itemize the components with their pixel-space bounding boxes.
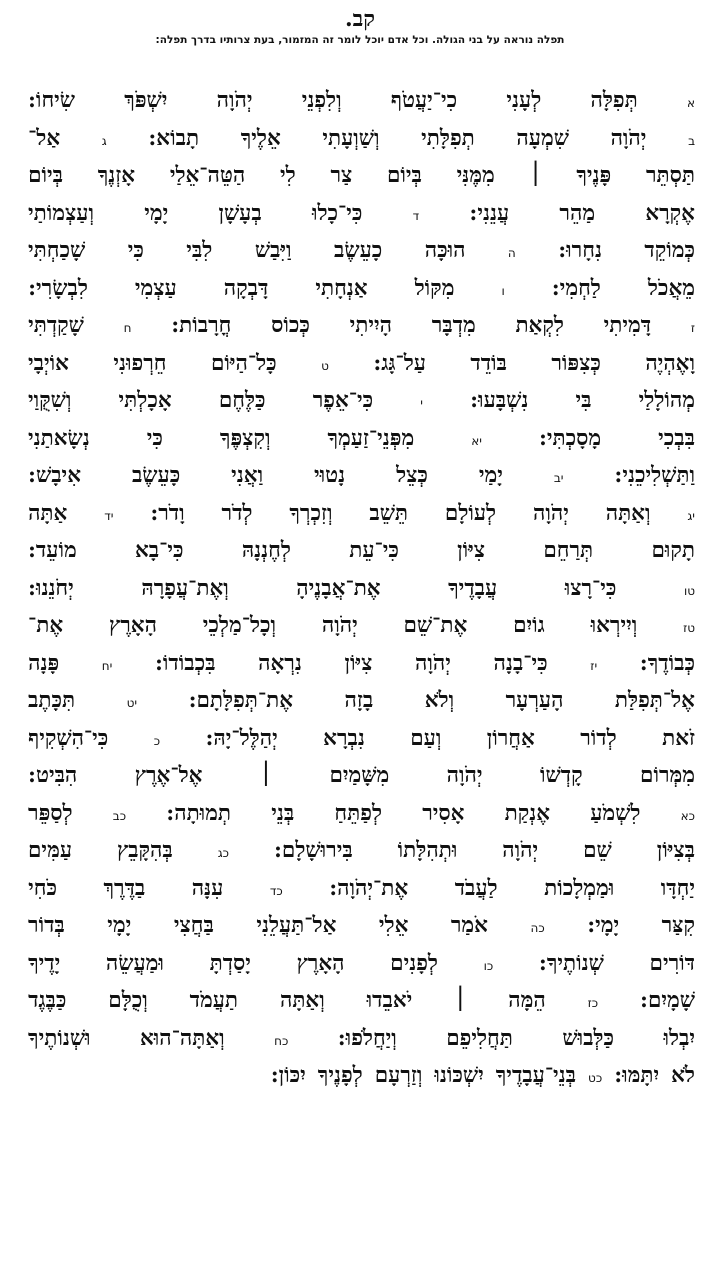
- text-word: תִּכָּתֶב: [28, 688, 76, 713]
- verse-number: כב: [112, 808, 127, 823]
- text-word: יָמָי: [107, 913, 132, 938]
- text-word: לִשְׁמֹעַ: [590, 800, 641, 826]
- text-word: וּתְהִלָּתוֹ: [397, 838, 458, 863]
- text-word: מִפְּנֵי־זַעַמְךָ: [327, 425, 415, 451]
- text-word: מִדְבָּר: [431, 313, 476, 338]
- text-word: כִּי: [127, 238, 144, 263]
- text-word: שְׁנוֹתֶיךָ:: [538, 950, 604, 976]
- text-word: הֵמָּה: [508, 988, 546, 1013]
- text-word: וְלִפְנֵי: [301, 88, 342, 113]
- text-word: מְהוֹלָלַי: [638, 388, 695, 413]
- text-word: אֶנְקַת: [504, 800, 551, 826]
- text-word: וְאַתָּה־הוּא: [139, 1025, 225, 1051]
- text-word: לְדֹר: [221, 500, 253, 526]
- text-word: יְחֹנֵנוּ:: [28, 575, 74, 601]
- text-word: יָסַדְתָּ: [209, 950, 251, 976]
- text-word: שֵׁם: [583, 838, 612, 863]
- chapter-superscription: תפלה נוראה על בני הגולה. וכל אדם יוכל לומר זה המזמור, בעת צרותיו בדרך תפלה:: [155, 34, 565, 46]
- text-word: אֵלֶיךָ: [240, 125, 281, 151]
- text-word: יְהֹוָה: [532, 500, 569, 526]
- text-word: פָּנָה: [28, 650, 60, 676]
- text-word: וּמַעֲשֵׂה: [105, 950, 164, 976]
- text-word: בִּי: [575, 388, 592, 413]
- text-word: בִּבְכִי: [658, 425, 695, 451]
- text-word: לִקְאַת: [515, 313, 564, 338]
- text-word: יְהֹוָה: [446, 763, 483, 788]
- text-word: וַאֲנִי: [231, 463, 264, 488]
- text-word: וְשִׁקֻּוַי: [28, 388, 72, 413]
- text-word: וְקִצְפֶּךָ: [219, 425, 271, 451]
- text-word: כִּי: [146, 425, 163, 451]
- verse-number: כא: [680, 808, 695, 823]
- text-word: וְלֹא: [424, 688, 455, 713]
- text-word: בִּירוּשָׁלָם:: [274, 838, 353, 863]
- text-word: אֹמַר: [450, 913, 488, 938]
- text-line: [0, 307, 720, 345]
- text-line: [0, 607, 720, 645]
- text-word: לִבְשָׂרִי:: [28, 275, 88, 301]
- text-word: יִשְׁכּוֹנוּ: [434, 1063, 484, 1088]
- text-word: שָׁקַדְתִּי: [28, 313, 84, 338]
- text-line: [0, 120, 720, 158]
- verse-number: כג: [217, 846, 230, 860]
- text-word: כַּלְּבוּשׁ: [562, 1025, 614, 1051]
- text-word: תָבוֹא:: [148, 125, 200, 151]
- text-word: בָזָה: [344, 688, 374, 713]
- text-word: וָאֶהְיֶה: [645, 350, 695, 376]
- text-line: [0, 832, 720, 870]
- text-line: [0, 420, 720, 458]
- verse-number: ט: [321, 358, 329, 373]
- text-word: מִקּוֹל: [414, 275, 455, 301]
- text-word: כָעֵשֶׂב: [334, 238, 383, 263]
- text-word: תַּסְתֵּר: [645, 163, 695, 188]
- text-word: נִבְרָא: [323, 725, 365, 751]
- verse-number: י: [420, 396, 423, 410]
- text-word: יָמַי: [478, 463, 503, 488]
- text-word: יְהֹוָה: [321, 613, 358, 638]
- text-word: זֹאת: [662, 725, 695, 751]
- text-word: כְּכוֹס: [271, 313, 310, 338]
- text-word: כִּי־בָנָה: [493, 650, 548, 676]
- text-word: דּוֹרִים: [649, 950, 695, 976]
- text-word: אַתָּה: [28, 500, 68, 526]
- text-word: וְאַתָּה: [279, 988, 325, 1013]
- text-word: בְּהִקָּבֵץ: [116, 838, 173, 863]
- verse-number: יד: [104, 508, 114, 523]
- text-word: כִּי־בָא: [134, 538, 184, 563]
- text-word: יְהֹוָה: [216, 88, 253, 113]
- text-word: חֵרְפוּנִי: [113, 350, 167, 376]
- verse-number: כד: [269, 883, 283, 898]
- text-word: תַּחֲלִיפֵם: [446, 1025, 513, 1051]
- text-word: תַעֲמֹד: [189, 988, 239, 1013]
- text-word: בְּצִיּוֹן: [656, 838, 695, 863]
- text-word: אֶל־אֶרֶץ: [134, 763, 203, 788]
- verse-number: ז: [690, 321, 695, 335]
- text-line: [0, 495, 720, 533]
- text-word: לְעָנִי: [506, 88, 542, 113]
- text-word: גוֹיִם: [513, 613, 545, 638]
- text-word: כִּי־עֵת: [349, 538, 399, 563]
- text-word: וַתַּשְׁלִיכֵנִי:: [614, 463, 695, 488]
- text-word: עֲנֵנִי:: [469, 200, 510, 226]
- text-word: וְכֻלָּם: [108, 988, 148, 1013]
- text-word: פָּנֶיךָ: [576, 163, 612, 188]
- text-word: לַחְמִי:: [551, 275, 601, 301]
- text-word: כִּי־כָלוּ: [311, 200, 363, 226]
- verse-number: יח: [101, 658, 113, 673]
- text-word: אַל־: [28, 125, 61, 151]
- text-word: כְּמוֹקֵד: [644, 238, 695, 263]
- text-word: כַּבֶּגֶד: [28, 988, 67, 1013]
- text-line: [0, 1020, 720, 1058]
- text-word: עַמִּים: [28, 838, 72, 863]
- text-word: לְחֶנְנָהּ: [241, 538, 291, 563]
- text-word: אָזְנֶךָ: [97, 163, 136, 188]
- text-word: כִּי־רָצוּ: [564, 575, 617, 601]
- text-word: אַנְחָתִי: [315, 275, 368, 301]
- text-word: וְאֶת־עֲפָרָהּ: [141, 575, 229, 601]
- text-word: כִי־יַעֲטֹף: [390, 88, 458, 113]
- text-word: וְאַתָּה: [605, 500, 651, 526]
- text-word: ׀: [454, 988, 467, 1013]
- text-word: עֲבָדֶיךָ: [448, 575, 498, 601]
- text-word: אָסִיר: [422, 800, 465, 826]
- text-word: בַּחֲצִי: [173, 913, 214, 938]
- text-word: כָּל־הַיּוֹם: [210, 350, 277, 376]
- verse-number: ה: [507, 246, 516, 260]
- text-word: לִי: [280, 163, 296, 188]
- verse-number: ב: [688, 133, 695, 148]
- text-word: אֶת־אֲבָנֶיהָ: [296, 575, 381, 601]
- verse-number: א: [686, 96, 695, 110]
- text-word: יָמָי: [144, 200, 169, 226]
- text-word: וּמַמְלָכוֹת: [544, 875, 615, 901]
- text-line: [0, 570, 720, 608]
- text-word: וּשְׁנוֹתֶיךָ: [28, 1025, 91, 1051]
- text-line: [0, 870, 720, 908]
- text-word: צִיּוֹן: [344, 650, 373, 676]
- text-word: נָטוּי: [314, 463, 346, 488]
- text-line: [0, 195, 720, 233]
- text-word: וְעַצְמוֹתַי: [28, 200, 94, 226]
- text-word: שָׁכַחְתִּי: [28, 238, 86, 263]
- psalm-text: [0, 82, 720, 1095]
- text-word: מָסָכְתִּי:: [538, 425, 602, 451]
- text-line: [0, 757, 720, 795]
- text-word: אָכָלְתִּי: [118, 388, 172, 413]
- verse-number: כה: [530, 921, 545, 935]
- text-word: יֹאבֵדוּ: [366, 988, 413, 1013]
- text-word: לְדוֹר: [580, 725, 617, 751]
- text-word: בְּנֵי־עֲבָדֶיךָ: [495, 1063, 577, 1088]
- text-word: לַעֲבֹד: [454, 875, 498, 901]
- text-word: שִׂיחוֹ:: [28, 88, 76, 113]
- verse-number: יז: [590, 658, 598, 673]
- text-line: [0, 1057, 720, 1095]
- text-word: אֶת־: [28, 613, 64, 638]
- text-word: לִבִּי: [186, 238, 213, 263]
- verse-number: ד: [412, 208, 420, 223]
- text-word: עִנָּה: [191, 875, 224, 901]
- text-word: כְּצִפּוֹר: [551, 350, 601, 376]
- text-word: מַהֵר: [559, 200, 596, 226]
- text-line: [0, 345, 720, 383]
- text-word: נְשָׂאתַנִי: [28, 425, 90, 451]
- chapter-number: קב.: [344, 6, 376, 32]
- text-word: יָדֶיךָ: [28, 950, 61, 976]
- text-word: תְמוּתָה:: [166, 800, 232, 826]
- text-word: יְהֹוָה: [415, 650, 451, 676]
- text-word: שָׁמָיִם:: [640, 988, 695, 1013]
- text-word: תְּפִלָּה: [590, 88, 638, 113]
- text-word: מִשָּׁמַיִם: [329, 763, 390, 788]
- text-word: בְּנֵי: [271, 800, 295, 826]
- verse-number: כז: [587, 996, 599, 1010]
- text-word: בְּיוֹם: [28, 163, 63, 188]
- text-word: ׀: [529, 163, 542, 188]
- text-line: [0, 457, 720, 495]
- text-line: [0, 382, 720, 420]
- text-word: הָעַרְעָר: [505, 688, 564, 713]
- text-word: בְּדוֹר: [28, 913, 65, 938]
- text-line: [0, 645, 720, 683]
- text-word: וְיַחֲלֹפוּ:: [337, 1025, 397, 1051]
- text-word: וְיִירְאוּ: [590, 613, 638, 638]
- text-word: בְּיוֹם: [387, 163, 422, 188]
- text-word: כְּבוֹדֶךָ:: [639, 650, 695, 676]
- text-word: אַל־תַּעֲלֵנִי: [256, 913, 337, 938]
- text-word: לְעוֹלָם: [444, 500, 497, 526]
- text-word: יִבְלוּ: [663, 1025, 695, 1051]
- text-word: מוֹעֵד:: [28, 538, 77, 563]
- text-word: יִתָּמּוּ:: [614, 1063, 660, 1088]
- verse-number: יט: [126, 696, 138, 710]
- text-word: אִיבָשׁ:: [28, 463, 81, 488]
- text-word: מִמֶּנִּי: [456, 163, 495, 188]
- text-line: [0, 82, 720, 120]
- verse-number: טו: [683, 583, 695, 598]
- text-word: לְפָנֶיךָ: [317, 1063, 363, 1088]
- text-word: מִמְּרוֹם: [640, 763, 695, 788]
- text-word: אֵלִי: [378, 913, 409, 938]
- text-word: דָּבְקָה: [223, 275, 269, 301]
- text-word: אֶת־שֵׁם: [403, 613, 468, 638]
- text-word: קִצַּר: [661, 913, 695, 938]
- text-word: נִחָרוּ:: [558, 238, 602, 263]
- text-word: אוֹיְבָי: [28, 350, 69, 376]
- text-word: וְזִכְרְךָ: [289, 500, 333, 526]
- text-word: קָדְשׁוֹ: [540, 763, 583, 788]
- verse-number: כ: [153, 733, 161, 748]
- text-word: תָקוּם: [651, 538, 695, 563]
- text-word: יָמָי:: [587, 913, 620, 938]
- text-word: מֵאֲכֹל: [647, 275, 695, 301]
- text-word: כִּי־הִשְׁקִיף: [28, 725, 109, 751]
- text-word: הִבִּיט:: [28, 763, 78, 788]
- text-word: עַצְמִי: [134, 275, 177, 301]
- text-word: לֹא: [671, 1063, 695, 1088]
- text-word: יְהֹוָה: [502, 838, 539, 863]
- text-word: תְפִלָּתִי: [421, 125, 475, 151]
- text-word: צִיּוֹן: [457, 538, 486, 563]
- text-line: [0, 270, 720, 308]
- text-word: יַחְדָּו: [660, 875, 695, 901]
- text-line: [0, 157, 720, 195]
- text-word: תֵּשֵׁב: [369, 500, 409, 526]
- text-word: כָּעֵשֶׂב: [131, 463, 181, 488]
- text-word: יְהֹוָה: [610, 125, 647, 151]
- text-word: לְסַפֵּר: [28, 800, 73, 826]
- text-word: וָדֹר:: [150, 500, 185, 526]
- text-word: וְשַׁוְעָתִי: [322, 125, 380, 151]
- text-word: וְעַם: [410, 725, 442, 751]
- text-word: יְהַלֶּל־יָהּ:: [205, 725, 278, 751]
- text-word: בִּכְבוֹדוֹ:: [154, 650, 216, 676]
- verse-number: יא: [471, 433, 482, 448]
- text-word: הָאָרֶץ: [296, 950, 345, 976]
- text-word: בּוֹדֵד: [470, 350, 507, 376]
- verse-number: כח: [274, 1033, 289, 1048]
- text-line: [0, 795, 720, 833]
- text-word: אֶל־תְּפִלַּת: [614, 688, 695, 713]
- text-word: כִּי־אֵפֶר: [312, 388, 374, 413]
- text-line: [0, 232, 720, 270]
- text-line: [0, 532, 720, 570]
- text-word: נִשְׁבָּעוּ:: [470, 388, 529, 413]
- text-line: [0, 945, 720, 983]
- text-word: כְּצֵל: [396, 463, 428, 488]
- text-word: הוּכָּה: [424, 238, 466, 263]
- text-word: שִׁמְעָה: [516, 125, 569, 151]
- text-word: וַיִּבַשׁ: [254, 238, 292, 263]
- text-word: אֶקְרָא: [645, 200, 695, 226]
- text-word: וְכָל־מַלְכֵי: [202, 613, 277, 638]
- text-line: [0, 720, 720, 758]
- text-word: אֶת־תְּפִלָּתָם:: [188, 688, 294, 713]
- text-word: ׀: [259, 763, 272, 788]
- text-word: יִשְׁפֹּךְ: [124, 88, 168, 113]
- verse-number: ג: [101, 133, 107, 148]
- verse-number: ו: [501, 283, 505, 298]
- text-line: [0, 682, 720, 720]
- verse-number: יב: [553, 471, 564, 485]
- text-word: דָּמִיתִי: [603, 313, 652, 338]
- text-word: לְפַתֵּחַ: [334, 800, 383, 826]
- text-word: תְּרַחֵם: [543, 538, 594, 563]
- text-word: וְזַרְעָם: [374, 1063, 423, 1088]
- verse-number: יג: [687, 508, 695, 523]
- text-line: [0, 982, 720, 1020]
- text-line: [0, 907, 720, 945]
- verse-number: טז: [683, 621, 695, 635]
- text-word: כַּלֶּחֶם: [218, 388, 266, 413]
- text-word: חֳרָבוֹת:: [171, 313, 232, 338]
- text-word: בַדֶּרֶךְ: [103, 875, 146, 901]
- text-word: בְעָשָׁן: [218, 200, 262, 226]
- verse-number: כו: [483, 958, 494, 973]
- text-word: נִרְאָה: [258, 650, 302, 676]
- text-word: אֶת־יְהֹוָה:: [329, 875, 409, 901]
- text-word: אַחֲרוֹן: [486, 725, 535, 751]
- text-word: לְפָנִים: [390, 950, 438, 976]
- text-word: הָיִיתִי: [349, 313, 392, 338]
- text-word: עַל־גָּג:: [373, 350, 426, 376]
- text-word: כֹּחִי: [28, 875, 57, 901]
- text-word: צַר: [330, 163, 353, 188]
- text-word: הַטֵּה־אֵלַי: [169, 163, 246, 188]
- verse-number: ח: [123, 321, 132, 335]
- text-word: הָאָרֶץ: [109, 613, 157, 638]
- page-header: [0, 6, 720, 47]
- verse-number: כט: [588, 1071, 603, 1085]
- text-word: יִכּוֹן:: [270, 1063, 306, 1088]
